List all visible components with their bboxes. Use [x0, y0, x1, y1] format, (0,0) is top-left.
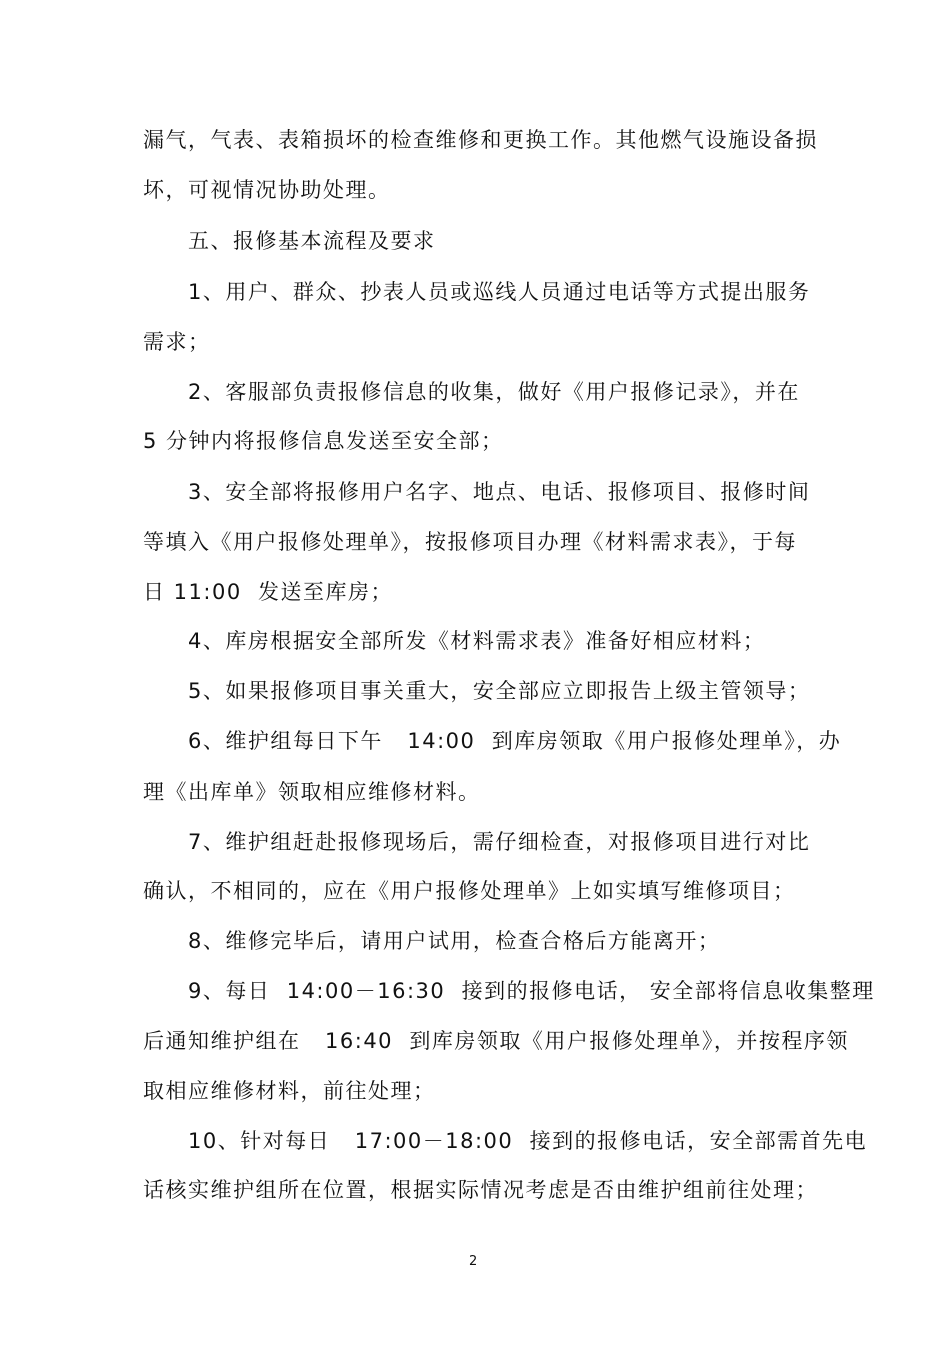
text-line: 确认，不相同的，应在《用户报修处理单》上如实填写维修项目； [143, 879, 796, 903]
text-line: 9、每日 14:00－16:30 接到的报修电话， 安全部将信息收集整理 [188, 979, 875, 1003]
text-line: 2、客服部负责报修信息的收集，做好《用户报修记录》，并在 [188, 380, 800, 404]
text-line: 3、安全部将报修用户名字、地点、电话、报修项目、报修时间 [188, 480, 811, 504]
text-line: 坏，可视情况协助处理。 [143, 178, 391, 202]
text-line: 1、用户、群众、抄表人员或巡线人员通过电话等方式提出服务 [188, 280, 811, 304]
text-line: 8、维修完毕后，请用户试用，检查合格后方能离开； [188, 929, 721, 953]
text-line: 等填入《用户报修处理单》，按报修项目办理《材料需求表》，于每 [143, 530, 797, 554]
text-line: 6、维护组每日下午 14:00 到库房领取《用户报修处理单》，办 [188, 729, 842, 753]
text-line: 5 分钟内将报修信息发送至安全部； [143, 429, 504, 453]
text-line: 漏气，气表、表箱损坏的检查维修和更换工作。其他燃气设施设备损 [143, 128, 818, 152]
text-line: 取相应维修材料，前往处理； [143, 1079, 436, 1103]
text-line: 7、维护组赶赴报修现场后，需仔细检查，对报修项目进行对比 [188, 830, 811, 854]
page-number: 2 [469, 1254, 478, 1269]
text-line: 理《出库单》领取相应维修材料。 [143, 780, 481, 804]
text-line: 4、库房根据安全部所发《材料需求表》准备好相应材料； [188, 629, 766, 653]
text-line: 日 11:00 发送至库房； [143, 580, 394, 604]
text-line: 5、如果报修项目事关重大，安全部应立即报告上级主管领导； [188, 679, 811, 703]
text-line: 话核实维护组所在位置，根据实际情况考虑是否由维护组前往处理； [143, 1178, 818, 1202]
text-line: 需求； [143, 330, 211, 354]
text-line: 10、针对每日 17:00－18:00 接到的报修电话，安全部需首先电 [188, 1129, 868, 1153]
section-heading: 五、报修基本流程及要求 [188, 229, 436, 253]
text-line: 后通知维护组在 16:40 到库房领取《用户报修处理单》，并按程序领 [143, 1029, 849, 1053]
